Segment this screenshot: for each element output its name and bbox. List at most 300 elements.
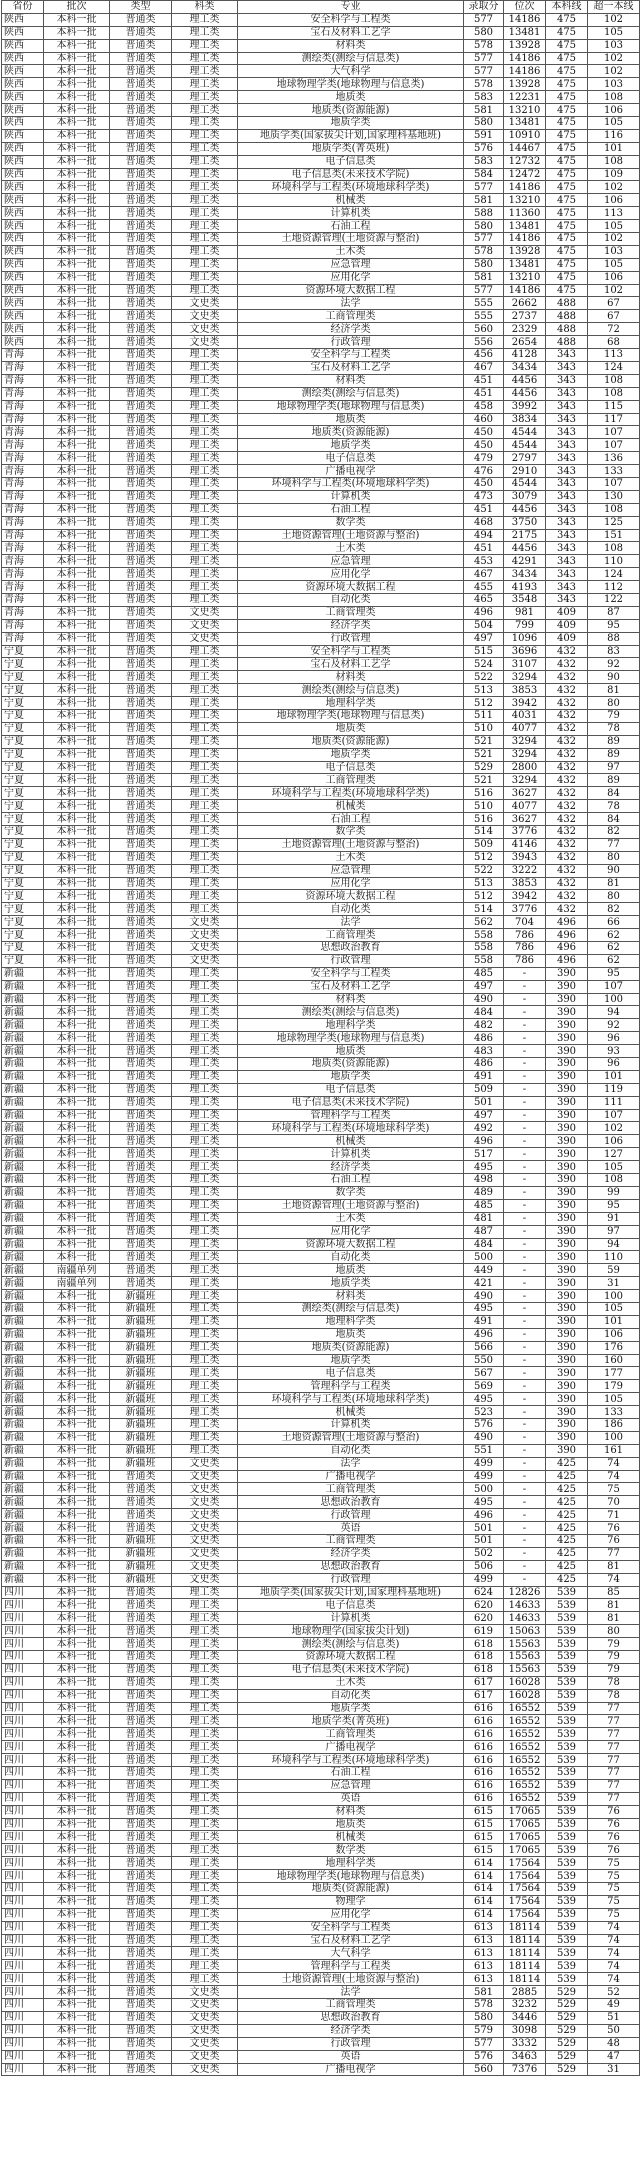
cutoff-cell: 488 xyxy=(546,336,588,349)
table-row xyxy=(2,903,640,916)
type-cell: 普通类 xyxy=(110,929,172,942)
score-cell: 578 xyxy=(464,1999,504,2012)
table-row xyxy=(2,529,640,542)
major-cell: 思想政治教育 xyxy=(238,2011,464,2024)
table-row xyxy=(2,1638,640,1651)
batch-cell: 本科一批 xyxy=(44,1612,110,1625)
province-cell: 陕西 xyxy=(2,284,44,297)
rank-cell: 14186 xyxy=(504,52,546,65)
major-cell: 测绘类(测绘与信息类) xyxy=(238,1006,464,1019)
above-cutoff-cell: 77 xyxy=(588,1728,640,1741)
province-cell: 陕西 xyxy=(2,310,44,323)
batch-cell: 本科一批 xyxy=(44,155,110,168)
type-cell: 新疆班 xyxy=(110,1290,172,1303)
cutoff-cell: 432 xyxy=(546,671,588,684)
score-cell: 620 xyxy=(464,1599,504,1612)
table-row xyxy=(2,593,640,606)
province-cell: 新疆 xyxy=(2,1367,44,1380)
type-cell: 普通类 xyxy=(110,1277,172,1290)
batch-cell: 本科一批 xyxy=(44,1457,110,1470)
type-cell: 新疆班 xyxy=(110,1573,172,1586)
category-cell: 理工类 xyxy=(172,181,238,194)
rank-cell: 15063 xyxy=(504,1625,546,1638)
major-cell: 资源环境大数据工程 xyxy=(238,1238,464,1251)
above-cutoff-cell: 92 xyxy=(588,658,640,671)
cutoff-cell: 475 xyxy=(546,142,588,155)
above-cutoff-cell: 99 xyxy=(588,1186,640,1199)
type-cell: 普通类 xyxy=(110,181,172,194)
score-cell: 613 xyxy=(464,1973,504,1986)
score-cell: 580 xyxy=(464,26,504,39)
cutoff-cell: 390 xyxy=(546,1277,588,1290)
province-cell: 四川 xyxy=(2,2011,44,2024)
category-cell: 文史类 xyxy=(172,1547,238,1560)
rank-cell: 16552 xyxy=(504,1741,546,1754)
rank-cell: 14186 xyxy=(504,13,546,26)
major-cell: 土木类 xyxy=(238,1212,464,1225)
above-cutoff-cell: 31 xyxy=(588,1277,640,1290)
table-row xyxy=(2,581,640,594)
rank-cell: - xyxy=(504,1238,546,1251)
cutoff-cell: 529 xyxy=(546,2037,588,2050)
major-cell: 电子信息类 xyxy=(238,155,464,168)
major-cell: 机械类 xyxy=(238,1135,464,1148)
score-cell: 494 xyxy=(464,529,504,542)
table-row xyxy=(2,1741,640,1754)
above-cutoff-cell: 122 xyxy=(588,593,640,606)
type-cell: 普通类 xyxy=(110,1251,172,1264)
batch-cell: 本科一批 xyxy=(44,129,110,142)
score-cell: 512 xyxy=(464,851,504,864)
cutoff-cell: 343 xyxy=(546,387,588,400)
table-row xyxy=(2,1302,640,1315)
rank-cell: 3434 xyxy=(504,361,546,374)
category-cell: 理工类 xyxy=(172,568,238,581)
table-row xyxy=(2,709,640,722)
table-row xyxy=(2,658,640,671)
rank-cell: 3294 xyxy=(504,671,546,684)
above-cutoff-cell: 67 xyxy=(588,297,640,310)
major-cell: 英语 xyxy=(238,2050,464,2063)
score-cell: 450 xyxy=(464,439,504,452)
major-cell: 电子信息类 xyxy=(238,1367,464,1380)
major-cell: 自动化类 xyxy=(238,903,464,916)
province-cell: 陕西 xyxy=(2,104,44,117)
cutoff-cell: 343 xyxy=(546,555,588,568)
category-cell: 理工类 xyxy=(172,1380,238,1393)
category-cell: 理工类 xyxy=(172,1135,238,1148)
batch-cell: 本科一批 xyxy=(44,1960,110,1973)
batch-cell: 本科一批 xyxy=(44,1470,110,1483)
major-cell: 地质类 xyxy=(238,413,464,426)
province-cell: 陕西 xyxy=(2,245,44,258)
above-cutoff-cell: 77 xyxy=(588,1767,640,1780)
cutoff-cell: 425 xyxy=(546,1534,588,1547)
batch-cell: 本科一批 xyxy=(44,1844,110,1857)
major-cell: 思想政治教育 xyxy=(238,1496,464,1509)
score-cell: 514 xyxy=(464,826,504,839)
major-cell: 地球物理学类(地球物理与信息类) xyxy=(238,1870,464,1883)
batch-cell: 本科一批 xyxy=(44,1483,110,1496)
score-cell: 451 xyxy=(464,503,504,516)
major-cell: 地球物理学类(地球物理与信息类) xyxy=(238,78,464,91)
above-cutoff-cell: 119 xyxy=(588,1083,640,1096)
cutoff-cell: 539 xyxy=(546,1728,588,1741)
major-cell: 材料类 xyxy=(238,1805,464,1818)
province-cell: 四川 xyxy=(2,1586,44,1599)
category-cell: 理工类 xyxy=(172,1921,238,1934)
rank-cell: - xyxy=(504,1367,546,1380)
cutoff-cell: 529 xyxy=(546,2011,588,2024)
above-cutoff-cell: 77 xyxy=(588,1702,640,1715)
category-cell: 理工类 xyxy=(172,1934,238,1947)
batch-cell: 本科一批 xyxy=(44,2050,110,2063)
province-cell: 新疆 xyxy=(2,1032,44,1045)
table-row xyxy=(2,516,640,529)
batch-cell: 本科一批 xyxy=(44,1019,110,1032)
rank-cell: 17564 xyxy=(504,1908,546,1921)
table-row xyxy=(2,258,640,271)
cutoff-cell: 390 xyxy=(546,1096,588,1109)
province-cell: 青海 xyxy=(2,477,44,490)
major-cell: 地质学类(国家拔尖计划,国家理科基地班) xyxy=(238,129,464,142)
type-cell: 普通类 xyxy=(110,942,172,955)
score-cell: 421 xyxy=(464,1277,504,1290)
batch-cell: 本科一批 xyxy=(44,877,110,890)
rank-cell: 4128 xyxy=(504,349,546,362)
batch-cell: 本科一批 xyxy=(44,1586,110,1599)
province-cell: 陕西 xyxy=(2,91,44,104)
province-cell: 新疆 xyxy=(2,1522,44,1535)
above-cutoff-cell: 82 xyxy=(588,903,640,916)
batch-cell: 本科一批 xyxy=(44,1496,110,1509)
batch-cell: 本科一批 xyxy=(44,1341,110,1354)
above-cutoff-cell: 76 xyxy=(588,1522,640,1535)
above-cutoff-cell: 52 xyxy=(588,1986,640,1999)
province-cell: 宁夏 xyxy=(2,954,44,967)
province-cell: 新疆 xyxy=(2,1006,44,1019)
cutoff-cell: 488 xyxy=(546,297,588,310)
table-row xyxy=(2,1921,640,1934)
category-cell: 理工类 xyxy=(172,104,238,117)
batch-cell: 本科一批 xyxy=(44,1947,110,1960)
province-cell: 宁夏 xyxy=(2,877,44,890)
type-cell: 普通类 xyxy=(110,26,172,39)
above-cutoff-cell: 102 xyxy=(588,181,640,194)
major-cell: 工商管理类 xyxy=(238,310,464,323)
rank-cell: - xyxy=(504,1534,546,1547)
rank-cell: 3776 xyxy=(504,826,546,839)
header-batch: 批次 xyxy=(44,1,110,14)
type-cell: 普通类 xyxy=(110,1625,172,1638)
province-cell: 四川 xyxy=(2,1960,44,1973)
score-cell: 456 xyxy=(464,349,504,362)
major-cell: 材料类 xyxy=(238,1290,464,1303)
province-cell: 四川 xyxy=(2,1767,44,1780)
batch-cell: 本科一批 xyxy=(44,168,110,181)
batch-cell: 本科一批 xyxy=(44,864,110,877)
category-cell: 理工类 xyxy=(172,1019,238,1032)
score-cell: 615 xyxy=(464,1844,504,1857)
major-cell: 地质类(资源能源) xyxy=(238,1883,464,1896)
batch-cell: 本科一批 xyxy=(44,645,110,658)
cutoff-cell: 432 xyxy=(546,684,588,697)
above-cutoff-cell: 108 xyxy=(588,91,640,104)
province-cell: 陕西 xyxy=(2,233,44,246)
type-cell: 普通类 xyxy=(110,1096,172,1109)
province-cell: 四川 xyxy=(2,1612,44,1625)
score-cell: 497 xyxy=(464,1109,504,1122)
cutoff-cell: 390 xyxy=(546,1058,588,1071)
province-cell: 陕西 xyxy=(2,142,44,155)
type-cell: 普通类 xyxy=(110,1109,172,1122)
category-cell: 文史类 xyxy=(172,336,238,349)
category-cell: 理工类 xyxy=(172,658,238,671)
type-cell: 普通类 xyxy=(110,1676,172,1689)
rank-cell: 4544 xyxy=(504,439,546,452)
score-cell: 504 xyxy=(464,619,504,632)
cutoff-cell: 539 xyxy=(546,1883,588,1896)
type-cell: 新疆班 xyxy=(110,1534,172,1547)
cutoff-cell: 343 xyxy=(546,477,588,490)
province-cell: 新疆 xyxy=(2,1470,44,1483)
cutoff-cell: 539 xyxy=(546,1741,588,1754)
score-cell: 467 xyxy=(464,361,504,374)
province-cell: 宁夏 xyxy=(2,761,44,774)
above-cutoff-cell: 90 xyxy=(588,671,640,684)
table-row xyxy=(2,1367,640,1380)
category-cell: 理工类 xyxy=(172,1354,238,1367)
rank-cell: 3446 xyxy=(504,2011,546,2024)
category-cell: 理工类 xyxy=(172,980,238,993)
above-cutoff-cell: 88 xyxy=(588,632,640,645)
type-cell: 普通类 xyxy=(110,1831,172,1844)
score-cell: 558 xyxy=(464,929,504,942)
score-cell: 615 xyxy=(464,1831,504,1844)
above-cutoff-cell: 79 xyxy=(588,709,640,722)
province-cell: 宁夏 xyxy=(2,929,44,942)
score-cell: 524 xyxy=(464,658,504,671)
cutoff-cell: 432 xyxy=(546,800,588,813)
score-cell: 567 xyxy=(464,1367,504,1380)
type-cell: 普通类 xyxy=(110,284,172,297)
score-cell: 576 xyxy=(464,2050,504,2063)
rank-cell: 17065 xyxy=(504,1844,546,1857)
cutoff-cell: 425 xyxy=(546,1483,588,1496)
above-cutoff-cell: 107 xyxy=(588,980,640,993)
table-row xyxy=(2,787,640,800)
type-cell: 普通类 xyxy=(110,774,172,787)
category-cell: 理工类 xyxy=(172,1367,238,1380)
major-cell: 自动化类 xyxy=(238,1251,464,1264)
batch-cell: 本科一批 xyxy=(44,619,110,632)
table-row xyxy=(2,1264,640,1277)
category-cell: 文史类 xyxy=(172,2024,238,2037)
cutoff-cell: 390 xyxy=(546,1328,588,1341)
table-row xyxy=(2,1934,640,1947)
rank-cell: 3627 xyxy=(504,787,546,800)
province-cell: 新疆 xyxy=(2,1238,44,1251)
above-cutoff-cell: 76 xyxy=(588,1844,640,1857)
score-cell: 617 xyxy=(464,1676,504,1689)
table-row xyxy=(2,542,640,555)
major-cell: 经济学类 xyxy=(238,1161,464,1174)
major-cell: 资源环境大数据工程 xyxy=(238,1651,464,1664)
above-cutoff-cell: 77 xyxy=(588,1547,640,1560)
score-cell: 509 xyxy=(464,838,504,851)
batch-cell: 本科一批 xyxy=(44,2063,110,2076)
table-row xyxy=(2,1844,640,1857)
rank-cell: 18114 xyxy=(504,1960,546,1973)
batch-cell: 本科一批 xyxy=(44,245,110,258)
rank-cell: 15563 xyxy=(504,1638,546,1651)
category-cell: 文史类 xyxy=(172,2050,238,2063)
province-cell: 四川 xyxy=(2,1921,44,1934)
cutoff-cell: 425 xyxy=(546,1509,588,1522)
type-cell: 普通类 xyxy=(110,1805,172,1818)
above-cutoff-cell: 77 xyxy=(588,1715,640,1728)
cutoff-cell: 529 xyxy=(546,1986,588,1999)
batch-cell: 本科一批 xyxy=(44,516,110,529)
score-cell: 569 xyxy=(464,1380,504,1393)
table-row xyxy=(2,452,640,465)
province-cell: 四川 xyxy=(2,1986,44,1999)
table-row xyxy=(2,864,640,877)
table-row xyxy=(2,619,640,632)
table-row xyxy=(2,735,640,748)
type-cell: 普通类 xyxy=(110,645,172,658)
category-cell: 理工类 xyxy=(172,516,238,529)
table-row xyxy=(2,1625,640,1638)
type-cell: 普通类 xyxy=(110,465,172,478)
province-cell: 新疆 xyxy=(2,1457,44,1470)
type-cell: 普通类 xyxy=(110,1509,172,1522)
major-cell: 机械类 xyxy=(238,800,464,813)
major-cell: 材料类 xyxy=(238,993,464,1006)
batch-cell: 本科一批 xyxy=(44,117,110,130)
type-cell: 普通类 xyxy=(110,1470,172,1483)
batch-cell: 本科一批 xyxy=(44,709,110,722)
score-cell: 450 xyxy=(464,477,504,490)
table-row xyxy=(2,323,640,336)
type-cell: 普通类 xyxy=(110,684,172,697)
score-cell: 614 xyxy=(464,1870,504,1883)
above-cutoff-cell: 97 xyxy=(588,1225,640,1238)
rank-cell: 13481 xyxy=(504,117,546,130)
table-row xyxy=(2,1973,640,1986)
cutoff-cell: 390 xyxy=(546,1290,588,1303)
category-cell: 理工类 xyxy=(172,1586,238,1599)
province-cell: 青海 xyxy=(2,593,44,606)
score-cell: 476 xyxy=(464,465,504,478)
category-cell: 理工类 xyxy=(172,1199,238,1212)
table-row xyxy=(2,838,640,851)
category-cell: 理工类 xyxy=(172,697,238,710)
major-cell: 管理科学与工程类 xyxy=(238,1960,464,1973)
province-cell: 陕西 xyxy=(2,181,44,194)
batch-cell: 本科一批 xyxy=(44,800,110,813)
major-cell: 应急管理 xyxy=(238,258,464,271)
category-cell: 理工类 xyxy=(172,129,238,142)
table-row xyxy=(2,1406,640,1419)
rank-cell: 799 xyxy=(504,619,546,632)
table-row xyxy=(2,1212,640,1225)
major-cell: 电子信息类(未来技术学院) xyxy=(238,1096,464,1109)
category-cell: 理工类 xyxy=(172,684,238,697)
rank-cell: 13928 xyxy=(504,245,546,258)
rank-cell: 13210 xyxy=(504,271,546,284)
province-cell: 青海 xyxy=(2,439,44,452)
province-cell: 陕西 xyxy=(2,129,44,142)
category-cell: 理工类 xyxy=(172,903,238,916)
category-cell: 理工类 xyxy=(172,1612,238,1625)
above-cutoff-cell: 103 xyxy=(588,78,640,91)
category-cell: 文史类 xyxy=(172,916,238,929)
major-cell: 计算机类 xyxy=(238,1418,464,1431)
batch-cell: 本科一批 xyxy=(44,1870,110,1883)
score-cell: 618 xyxy=(464,1651,504,1664)
type-cell: 新疆班 xyxy=(110,1560,172,1573)
batch-cell: 本科一批 xyxy=(44,1921,110,1934)
batch-cell: 本科一批 xyxy=(44,1135,110,1148)
cutoff-cell: 390 xyxy=(546,980,588,993)
category-cell: 理工类 xyxy=(172,967,238,980)
above-cutoff-cell: 107 xyxy=(588,477,640,490)
rank-cell: 13928 xyxy=(504,39,546,52)
category-cell: 文史类 xyxy=(172,942,238,955)
province-cell: 青海 xyxy=(2,542,44,555)
rank-cell: - xyxy=(504,993,546,1006)
province-cell: 四川 xyxy=(2,2050,44,2063)
batch-cell: 本科一批 xyxy=(44,1547,110,1560)
rank-cell: 3942 xyxy=(504,697,546,710)
province-cell: 四川 xyxy=(2,1754,44,1767)
cutoff-cell: 390 xyxy=(546,1186,588,1199)
table-row xyxy=(2,890,640,903)
province-cell: 新疆 xyxy=(2,1328,44,1341)
batch-cell: 本科一批 xyxy=(44,284,110,297)
rank-cell: - xyxy=(504,1302,546,1315)
above-cutoff-cell: 80 xyxy=(588,1625,640,1638)
major-cell: 土地资源管理(土地资源与整治) xyxy=(238,1973,464,1986)
score-cell: 550 xyxy=(464,1354,504,1367)
type-cell: 普通类 xyxy=(110,1032,172,1045)
rank-cell: 17564 xyxy=(504,1883,546,1896)
cutoff-cell: 390 xyxy=(546,1302,588,1315)
cutoff-cell: 432 xyxy=(546,748,588,761)
score-cell: 453 xyxy=(464,555,504,568)
rank-cell: - xyxy=(504,1315,546,1328)
table-row xyxy=(2,916,640,929)
major-cell: 工商管理类 xyxy=(238,1483,464,1496)
score-cell: 496 xyxy=(464,606,504,619)
category-cell: 文史类 xyxy=(172,1999,238,2012)
major-cell: 行政管理 xyxy=(238,954,464,967)
above-cutoff-cell: 87 xyxy=(588,606,640,619)
cutoff-cell: 425 xyxy=(546,1547,588,1560)
category-cell: 理工类 xyxy=(172,1689,238,1702)
category-cell: 理工类 xyxy=(172,1418,238,1431)
batch-cell: 本科一批 xyxy=(44,658,110,671)
category-cell: 理工类 xyxy=(172,1676,238,1689)
batch-cell: 本科一批 xyxy=(44,1689,110,1702)
batch-cell: 本科一批 xyxy=(44,1109,110,1122)
category-cell: 理工类 xyxy=(172,890,238,903)
province-cell: 宁夏 xyxy=(2,864,44,877)
rank-cell: 4456 xyxy=(504,503,546,516)
cutoff-cell: 432 xyxy=(546,709,588,722)
province-cell: 宁夏 xyxy=(2,774,44,787)
